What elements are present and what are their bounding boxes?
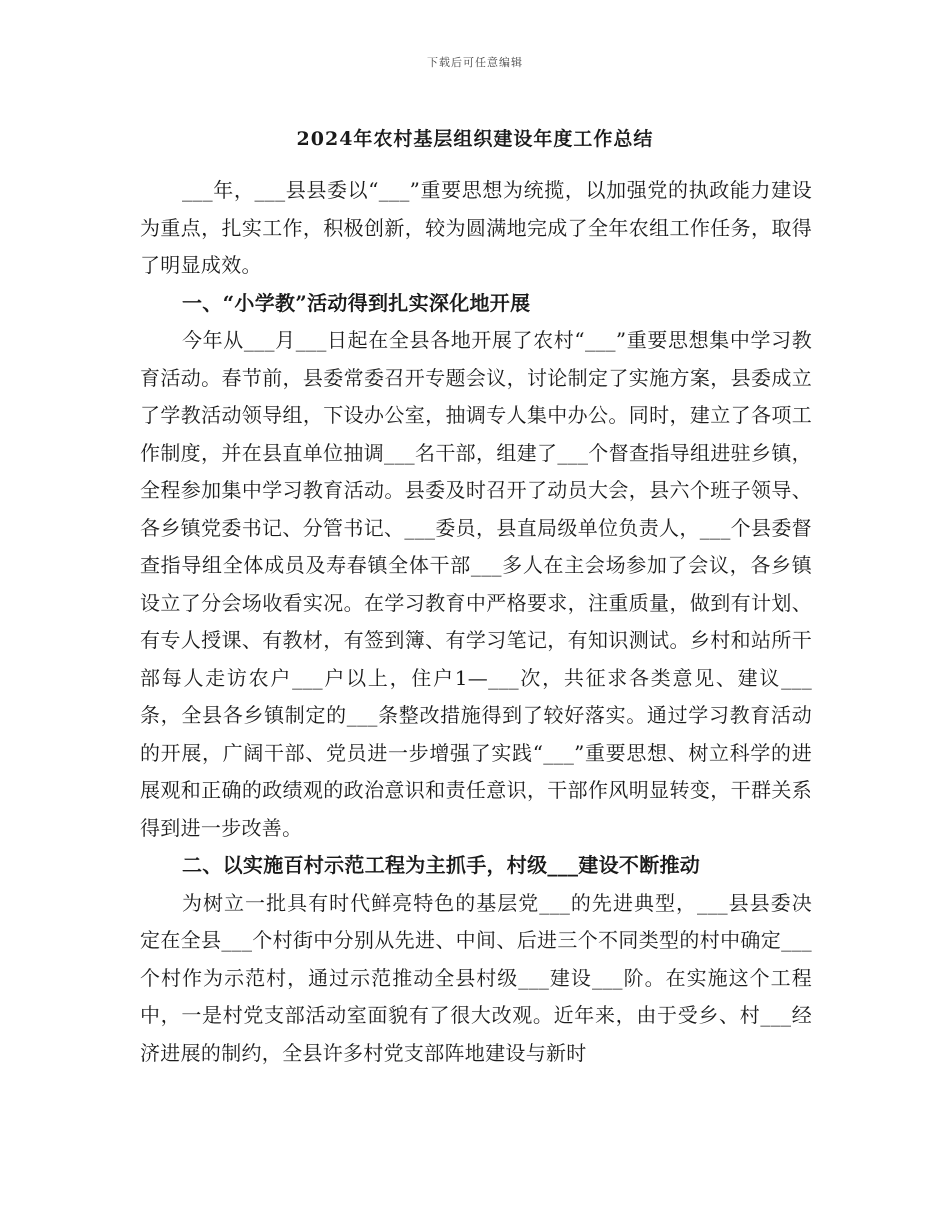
section-heading-1: 一、“小学教”活动得到扎实深化地开展 [182, 290, 531, 315]
section-heading-2: 二、以实施百村示范工程为主抓手，村级___建设不断推动 [182, 853, 701, 877]
document-body [140, 172, 812, 1072]
header-note: 下载后可任意编辑 [427, 56, 523, 69]
section-1-paragraph: 今年从___月___日起在全县各地开展了农村“___”重要思想集中学习教育活动。春节前，县委常委召开专题会议，讨论制定了实施方案，县委成立了学教活动领导组，下设办公室，抽调专人集中办公。同时，建立了各项工作制度，并在县直单位抽调___名干部，组建了___个督查指导组进驻乡镇，全程参加集中学习教育活动。县委及时召开了动员大会，县六个班子领导、各乡镇党委书记、分管书记、___委员，县直局级单位负责人，___个县委督查指导组全体成员及寿春镇全体干部___多人在主会场参加了会议，各乡镇设立了分会场收看实况。在学习教育中严格要求，注重质量，做到有计划、有专人授课、有教材，有签到簿、有学习笔记，有知识测试。乡村和站所干部每人走访农户___户以上，住户1—___次，共征求各类意见、建议___条，全县各乡镇制定的___条整改措施得到了较好落实。通过学习教育活动的开展，广阔干部、党员进一步增强了实践“___”重要思想、树立科学的进展观和正确的政绩观的政治意识和责任意识，干部作风明显转变，干群关系得到进一步改善。 [140, 328, 812, 840]
section-2-paragraph: 为树立一批具有时代鲜亮特色的基层党___的先进典型，___县县委决定在全县___个村街中分别从先进、中间、后进三个不同类型的村中确定___个村作为示范村，通过示范推动全县村级___建设___阶。在实施这个工程中，一是村党支部活动室面貌有了很大改观。近年来，由于受乡、村___经济进展的制约，全县许多村党支部阵地建设与新时 [140, 890, 812, 1065]
document-title: 2024年农村基层组织建设年度工作总结 [296, 128, 654, 150]
intro-paragraph: ___年，___县县委以“___”重要思想为统揽，以加强党的执政能力建设为重点，扎实工作，积极创新，较为圆满地完成了全年农组工作任务，取得了明显成效。 [140, 178, 812, 277]
